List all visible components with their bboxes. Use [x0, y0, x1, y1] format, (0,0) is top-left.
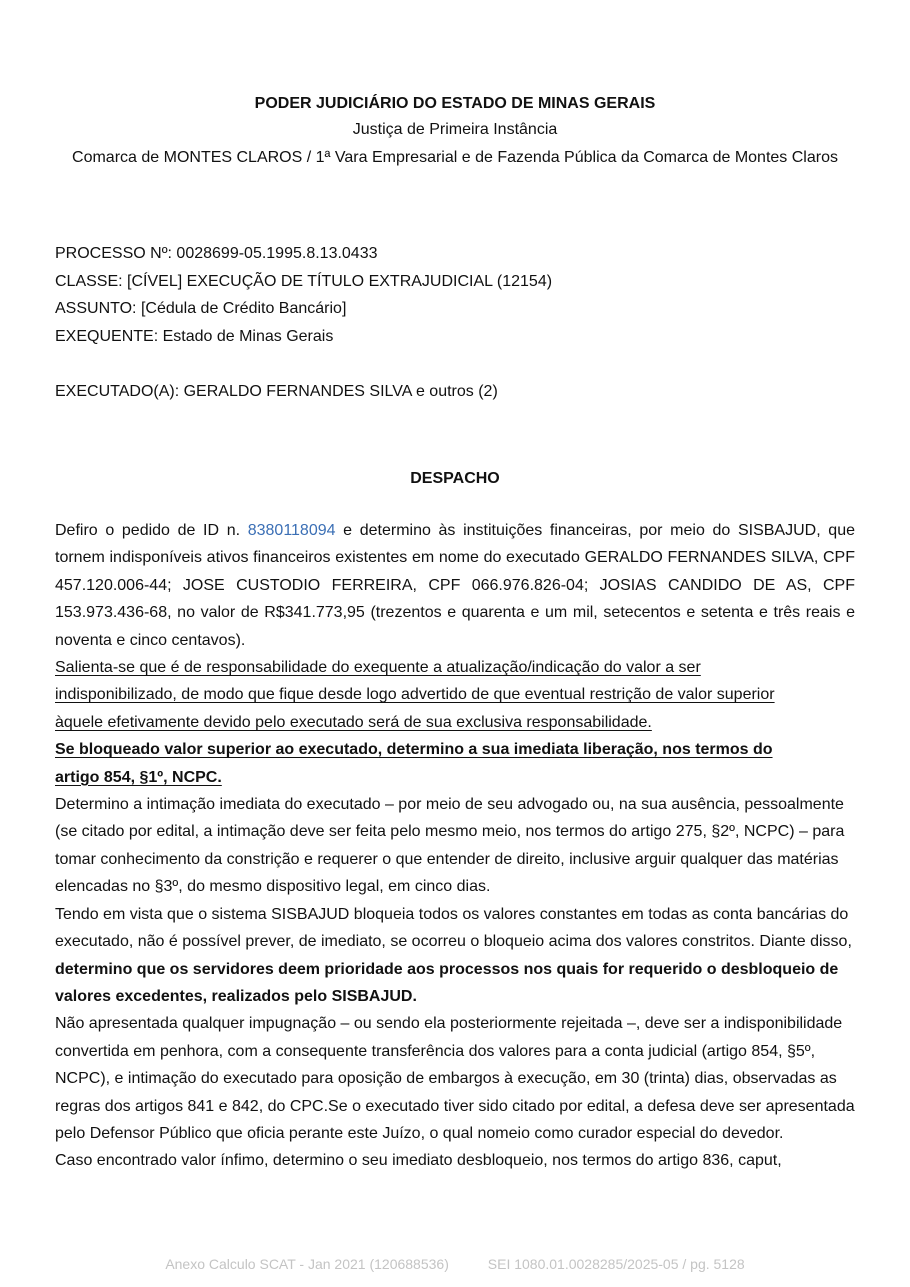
court-comarca: Comarca de MONTES CLAROS / 1ª Vara Empresarial e de Fazenda Pública da Comarca de Montes Claros	[72, 149, 838, 166]
case-plaintiff: EXEQUENTE: Estado de Minas Gerais	[55, 327, 334, 345]
paragraph-3	[55, 736, 855, 791]
paragraph-1-rest: e determino às instituições financeiras, por meio do SISBAJUD, que tornem indisponíveis ativos financeiros existentes em nome do executado GERALDO FERNANDES SILVA, CPF 457.120.006-44; JOSE CUSTODIO FERREIRA, CPF 066.976.826-04; JOSIAS CANDIDO DE AS, CPF 153.973.436-68, no valor de R$341.773,95 (trezentos e quarenta e um mil, setecentos e setenta e três reais e noventa e cinco centavos).	[55, 522, 855, 649]
paragraph-5	[55, 901, 855, 1011]
case-number: PROCESSO Nº: 0028699-05.1995.8.13.0433	[55, 245, 378, 262]
paragraph-7: Caso encontrado valor ínfimo, determino o seu imediato desbloqueio, nos termos do artigo 836, caput,	[55, 1152, 782, 1170]
document-id-link[interactable]: 8380118094	[247, 522, 336, 539]
page-footer	[0, 1256, 910, 1272]
case-class: CLASSE: [CÍVEL] EXECUÇÃO DE TÍTULO EXTRAJUDICIAL (12154)	[55, 272, 553, 290]
paragraph-5-bold: determino que os servidores deem prioridade aos processos nos quais for requerido o desbloqueio de valores excedentes, realizados pelo SISBAJUD.	[55, 960, 839, 1005]
case-subject: ASSUNTO: [Cédula de Crédito Bancário]	[55, 300, 347, 317]
paragraph-2	[55, 654, 855, 736]
paragraph-2-line-1: Salienta-se que é de responsabilidade do exequente a atualização/indicação do valor a ser	[55, 659, 701, 677]
court-title: PODER JUDICIÁRIO DO ESTADO DE MINAS GERAIS	[254, 95, 656, 112]
paragraph-2-line-3: àquele efetivamente devido pelo executado será de sua exclusiva responsabilidade.	[55, 713, 652, 731]
paragraph-3-line-2: artigo 854, §1º, NCPC.	[55, 768, 222, 786]
despacho-title: DESPACHO	[410, 470, 500, 487]
document-header	[55, 92, 855, 172]
paragraph-3-line-1: Se bloqueado valor superior ao executado, determino a sua imediata liberação, nos termos do	[55, 741, 773, 759]
paragraph-5-normal: Tendo em vista que o sistema SISBAJUD bloqueia todos os valores constantes em todas as conta bancárias do executado, não é possível prever, de imediato, se ocorreu o bloqueio acima dos valores constritos. Diante disso,	[55, 905, 852, 951]
paragraph-2-line-2: indisponibilizado, de modo que fique desde logo advertido de que eventual restrição de valor superior	[55, 686, 775, 704]
case-defendant: EXECUTADO(A): GERALDO FERNANDES SILVA e outros (2)	[55, 382, 498, 400]
footer-left: Anexo Calculo SCAT - Jan 2021 (120688536)	[165, 1256, 449, 1272]
paragraph-4: Determino a intimação imediata do executado – por meio de seu advogado ou, na sua ausência, pessoalmente (se citado por edital, a intimação deve ser feita pelo mesmo meio, nos termos do artigo 275, §2º, NCPC) – para tomar conhecimento da constrição e requerer o que entender de direito, inclusive arguir qualquer das matérias elencadas no §3º, do mesmo dispositivo legal, em cinco dias.	[55, 796, 845, 896]
case-metadata	[55, 240, 855, 405]
paragraph-6: Não apresentada qualquer impugnação – ou sendo ela posteriormente rejeitada –, deve ser a indisponibilidade convertida em penhora, com a consequente transferência dos valores para a conta judicial (artigo 854, §5º, NCPC), e intimação do executado para oposição de embargos à execução, em 30 (trinta) dias, observadas as regras dos artigos 841 e 842, do CPC.Se o executado tiver sido citado por edital, a defesa deve ser apresentada pelo Defensor Público que oficia perante este Juízo, o qual nomeio como curador especial do devedor.	[55, 1015, 855, 1142]
despacho-body	[55, 517, 855, 1175]
document-page	[55, 92, 855, 1175]
paragraph-1	[55, 517, 855, 654]
paragraph-1-prefix: Defiro o pedido de ID n.	[55, 522, 248, 539]
footer-right: SEI 1080.01.0028285/2025-05 / pg. 5128	[487, 1256, 745, 1272]
court-instance: Justiça de Primeira Instância	[352, 121, 558, 138]
